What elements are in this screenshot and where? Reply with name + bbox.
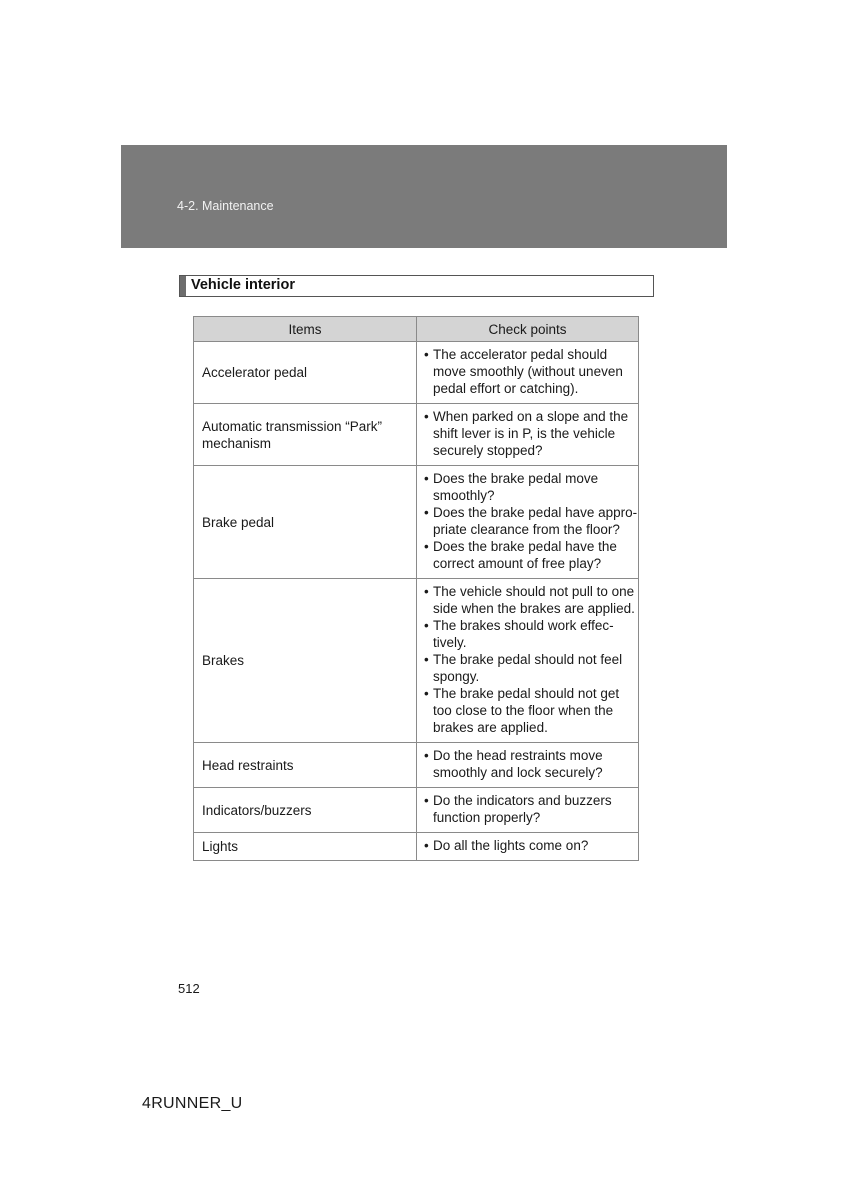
item-cell: Head restraints	[194, 743, 417, 788]
check-point: • Do the indicators and buzzers function properly?	[425, 792, 638, 826]
check-point: • The brake pedal should not get too close to the floor when the brakes are applied.	[425, 685, 638, 736]
check-points-cell	[417, 788, 639, 833]
check-points-cell	[417, 404, 639, 466]
section-reference: 4-2. Maintenance	[177, 199, 274, 213]
item-cell: Automatic transmission “Park” mechanism	[194, 404, 417, 466]
inspection-table	[193, 316, 639, 861]
check-point: • Do the head restraints move smoothly and lock securely?	[425, 747, 638, 781]
check-points-cell	[417, 743, 639, 788]
chapter-header-band	[121, 145, 727, 248]
table-row	[194, 342, 639, 404]
check-point: • Do all the lights come on?	[425, 837, 638, 854]
column-header-items: Items	[194, 317, 417, 342]
check-point: • The brake pedal should not feel spongy.	[425, 651, 638, 685]
check-points-cell	[417, 342, 639, 404]
item-cell: Brake pedal	[194, 466, 417, 579]
section-heading-marker	[180, 276, 186, 296]
check-point: • The brakes should work effec-tively.	[425, 617, 638, 651]
table-header-row	[194, 317, 639, 342]
table-row	[194, 466, 639, 579]
column-header-check-points: Check points	[417, 317, 639, 342]
table-row	[194, 788, 639, 833]
check-point: • When parked on a slope and the shift lever is in P, is the vehicle securely stopped?	[425, 408, 638, 459]
table-row	[194, 833, 639, 861]
item-cell: Brakes	[194, 579, 417, 743]
section-heading	[179, 275, 654, 297]
check-point: • The vehicle should not pull to one side when the brakes are applied.	[425, 583, 638, 617]
item-cell: Indicators/buzzers	[194, 788, 417, 833]
check-points-cell	[417, 466, 639, 579]
check-point: • Does the brake pedal move smoothly?	[425, 470, 638, 504]
item-cell: Accelerator pedal	[194, 342, 417, 404]
item-cell: Lights	[194, 833, 417, 861]
page-number: 512	[178, 981, 200, 996]
section-heading-text: Vehicle interior	[191, 277, 295, 293]
check-points-cell	[417, 579, 639, 743]
table-row	[194, 404, 639, 466]
table-row	[194, 579, 639, 743]
table-row	[194, 743, 639, 788]
check-point: • Does the brake pedal have appro-priate clearance from the floor?	[425, 504, 638, 538]
check-point: • The accelerator pedal should move smoothly (without uneven pedal effort or catching).	[425, 346, 638, 397]
footer-model-code: 4RUNNER_U	[142, 1095, 243, 1112]
check-point: • Does the brake pedal have the correct amount of free play?	[425, 538, 638, 572]
check-points-cell	[417, 833, 639, 861]
